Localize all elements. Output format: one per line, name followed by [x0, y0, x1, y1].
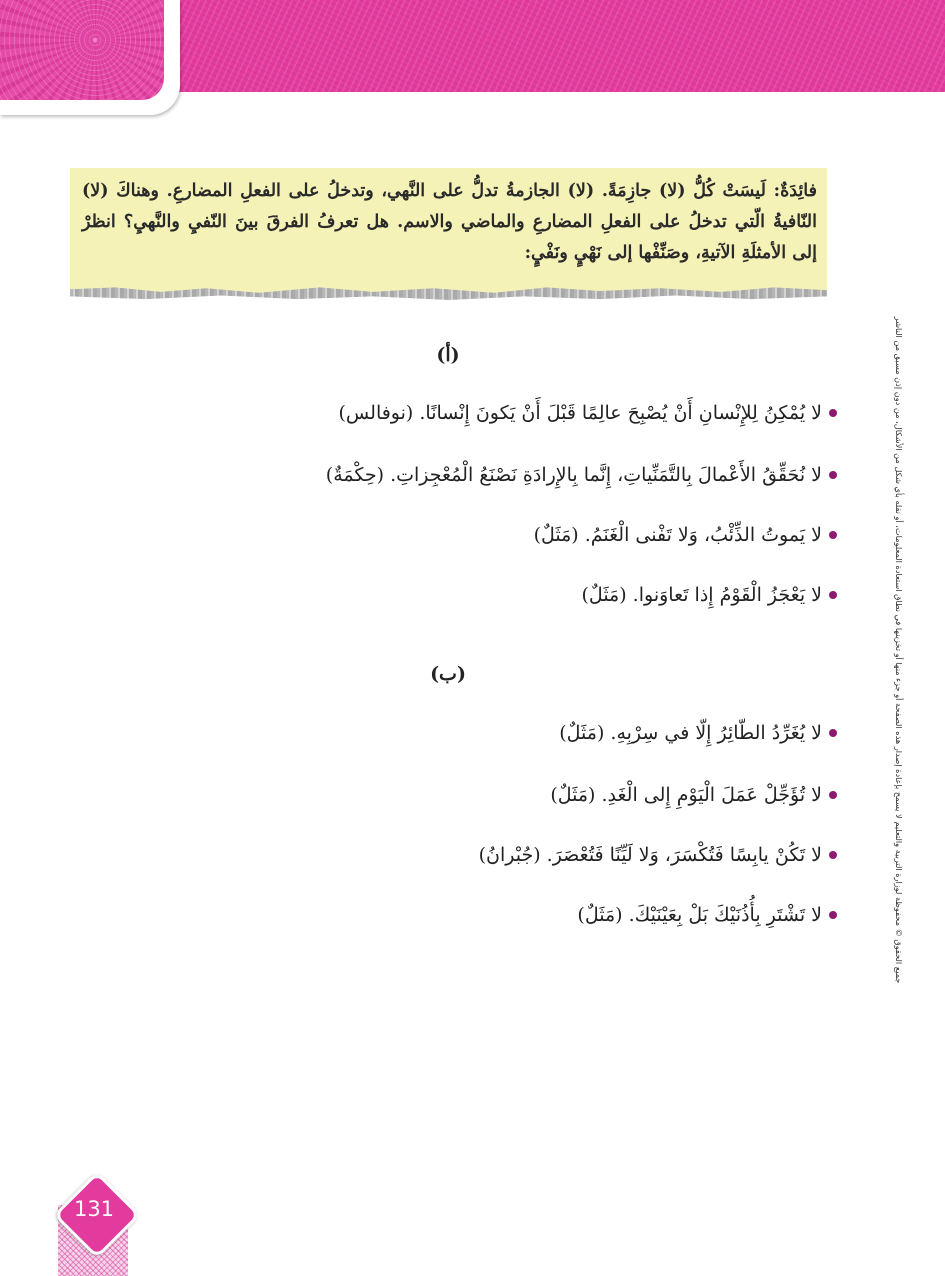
- bullet-icon: [829, 791, 837, 799]
- list-item: لا نُحَقِّقُ الأَعْمالَ بِالتَّمَنِّياتِ، إِنَّما بِالإِرادَةِ نَصْنَعُ الْمُعْجِزاتِ. (حِكْمَةٌ): [325, 464, 822, 486]
- note-label: فائِدَةٌ:: [773, 181, 818, 201]
- section-a-title: (أ): [436, 344, 460, 366]
- corner-pattern: [0, 0, 164, 100]
- bullet-icon: [829, 531, 837, 539]
- list-item: لا يُمْكِنُ لِلإِنْسانِ أَنْ يُصْبِحَ عالِمًا قَبْلَ أَنْ يَكونَ إِنْسانًا. (نوفالس): [338, 402, 822, 424]
- list-item: لا تَشْتَرِ بِأُذُنَيْكَ بَلْ بِعَيْنَيْكَ. (مَثَلٌ): [577, 904, 822, 926]
- section-b-title: (ب): [430, 663, 466, 685]
- list-item: لا تُؤَجِّلْ عَمَلَ الْيَوْمِ إِلى الْغَدِ. (مَثَلٌ): [550, 784, 822, 806]
- copyright-text: جميع الحقوق © محفوظة لوزارة التربية والتعليم لا يسمح بإعادة إصدار هذه الصفحة أو جزء منها أو تخزينها في نطاق استعادة المعلومات، أو نقله بأي شكل من الأشكال، من دون إذن مسبق من الناشر: [894, 316, 904, 984]
- page-number: 131: [73, 1197, 115, 1221]
- note-paragraph: [82, 176, 817, 269]
- bullet-icon: [829, 851, 837, 859]
- bullet-icon: [829, 729, 837, 737]
- note-body: لَيسَتْ كُلُّ (لا) جازِمَةً. (لا) الجازمةُ تدلُّ على النَّهي، وتدخلُ على الفعلِ المضارعِ. وهناكَ (لا) النّافيةُ الّتي تدخلُ على الفعلِ المضارعِ والماضي والاسم. هل تعرفُ الفرقَ بينَ النّفيِ والنَّهيِ؟ انظرْ إلى الأمثلَةِ الآتيةِ، وصَنِّفْها إلى نَهْيٍ ونَفْيٍ:: [82, 181, 817, 263]
- copyright-notice: [889, 300, 909, 1000]
- bullet-icon: [829, 471, 837, 479]
- list-item: لا يَعْجَزُ الْقَوْمُ إِذا تَعاوَنوا. (مَثَلٌ): [581, 584, 822, 606]
- list-item: لا يَموتُ الذِّئْبُ، وَلا تَفْنى الْغَنَمُ. (مَثَلٌ): [533, 524, 822, 546]
- corner-tab: [0, 0, 180, 115]
- bullet-icon: [829, 409, 837, 417]
- list-item: لا يُغَرِّدُ الطّائِرُ إِلّا في سِرْبِهِ. (مَثَلٌ): [559, 722, 822, 744]
- bullet-icon: [829, 911, 837, 919]
- list-item: لا تَكُنْ يابِسًا فَتُكْسَرَ، وَلا لَيِّنًا فَتُعْصَرَ. (جُبْرانُ): [478, 844, 822, 866]
- bullet-icon: [829, 591, 837, 599]
